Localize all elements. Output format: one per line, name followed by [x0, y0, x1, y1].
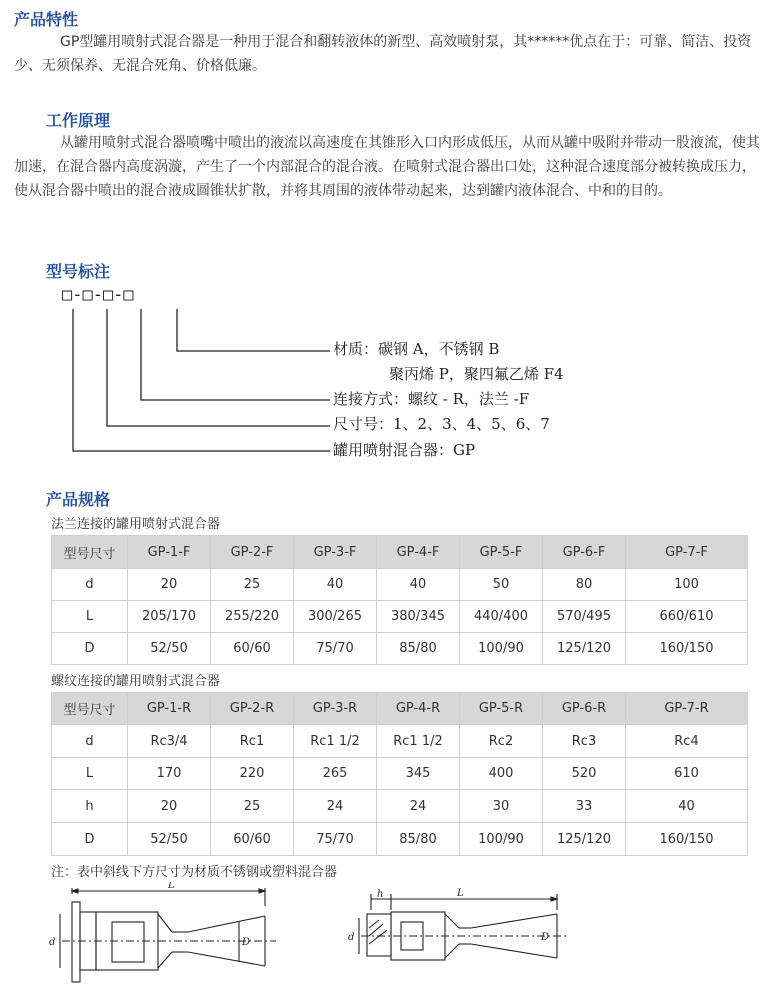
table-cell: 30: [460, 790, 543, 823]
table-row: [52, 725, 748, 758]
table-header-cell: GP-7-F: [626, 536, 748, 569]
table-header-cell: GP-2-F: [211, 536, 294, 569]
flange-caption: 法兰连接的罐用喷射式混合器: [51, 517, 221, 532]
table-cell: 20: [128, 569, 211, 601]
thread-h-label: h: [377, 889, 384, 900]
table-cell: 40: [377, 569, 460, 601]
specs-title: 产品规格: [46, 490, 111, 509]
table-cell: 610: [626, 758, 748, 790]
table-row: [52, 790, 748, 823]
table-header-cell: GP-1-F: [128, 536, 211, 569]
table-row: [52, 569, 748, 601]
features-title: 产品特性: [14, 10, 79, 29]
table-cell: 220: [211, 758, 294, 790]
table-cell: 52/50: [128, 633, 211, 665]
table-header-cell: GP-2-R: [211, 693, 294, 725]
table-header-cell: GP-6-F: [543, 536, 626, 569]
table-cell: 80: [543, 569, 626, 601]
model-label-material: 材质：碳钢 A，不锈钢 B: [333, 340, 500, 358]
table-header-cell: GP-5-F: [460, 536, 543, 569]
table-header-cell: GP-3-F: [294, 536, 377, 569]
table-header-row: [52, 693, 748, 725]
flange-spec-table: [51, 535, 748, 665]
model-code: □-□-□-□: [62, 285, 134, 305]
table-cell: 24: [377, 790, 460, 823]
thread-d-label: d: [348, 932, 355, 943]
table-row: [52, 601, 748, 633]
table-row: [52, 633, 748, 665]
table-cell: 570/495: [543, 601, 626, 633]
table-cell: d: [52, 569, 128, 601]
table-cell: 255/220: [211, 601, 294, 633]
table-header-cell: GP-4-F: [377, 536, 460, 569]
flange-mixer-drawing: [44, 882, 284, 988]
table-row: [52, 758, 748, 790]
spec-note: 注：表中斜线下方尺寸为材质不锈钢或塑料混合器: [51, 865, 338, 880]
table-header-cell: GP-4-R: [377, 693, 460, 725]
table-cell: 170: [128, 758, 211, 790]
features-body: GP型罐用喷射式混合器是一种用于混合和翻转液体的新型、高效喷射泵，其******优点在于：可靠、简洁、投资少、无须保养、无混合死角、价格低廉。: [14, 34, 752, 74]
model-code-diagram: [62, 283, 622, 468]
table-cell: L: [52, 758, 128, 790]
table-cell: Rc2: [460, 725, 543, 758]
table-cell: 40: [626, 790, 748, 823]
table-cell: Rc1 1/2: [294, 725, 377, 758]
model-label-plastic: 聚丙烯 P，聚四氟乙烯 F4: [389, 365, 564, 383]
table-cell: 125/120: [543, 633, 626, 665]
table-cell: 160/150: [626, 633, 748, 665]
table-header-cell: GP-7-R: [626, 693, 748, 725]
table-cell: 345: [377, 758, 460, 790]
table-cell: 300/265: [294, 601, 377, 633]
model-leader-lines: [73, 309, 330, 451]
table-cell: 20: [128, 790, 211, 823]
flange-D-label: D: [242, 937, 251, 948]
principle-title: 工作原理: [46, 111, 111, 130]
table-cell: Rc3/4: [128, 725, 211, 758]
table-cell: 440/400: [460, 601, 543, 633]
thread-caption: 螺纹连接的罐用喷射式混合器: [51, 674, 221, 689]
table-cell: 85/80: [377, 633, 460, 665]
table-header-cell: GP-5-R: [460, 693, 543, 725]
table-cell: d: [52, 725, 128, 758]
table-cell: 100/90: [460, 823, 543, 856]
table-cell: 40: [294, 569, 377, 601]
table-cell: 160/150: [626, 823, 748, 856]
table-cell: 660/610: [626, 601, 748, 633]
table-cell: D: [52, 823, 128, 856]
table-cell: L: [52, 601, 128, 633]
thread-D-label: D: [541, 932, 550, 943]
table-header-row: [52, 536, 748, 569]
flange-L-label: L: [168, 882, 175, 891]
model-label-connection: 连接方式：螺纹 - R，法兰 -F: [333, 390, 530, 408]
model-label-size: 尺寸号：1、2、3、4、5、6、7: [333, 415, 550, 433]
table-cell: 100/90: [460, 633, 543, 665]
model-title: 型号标注: [46, 262, 111, 281]
table-header-cell: 型号尺寸: [52, 536, 128, 569]
table-cell: 50: [460, 569, 543, 601]
table-cell: 520: [543, 758, 626, 790]
table-header-cell: GP-1-R: [128, 693, 211, 725]
table-header-cell: GP-6-R: [543, 693, 626, 725]
table-cell: 25: [211, 569, 294, 601]
thread-L-label: L: [457, 888, 464, 899]
table-cell: 75/70: [294, 633, 377, 665]
table-cell: 85/80: [377, 823, 460, 856]
table-cell: 25: [211, 790, 294, 823]
table-cell: h: [52, 790, 128, 823]
flange-d-label: d: [49, 937, 56, 948]
table-cell: 265: [294, 758, 377, 790]
table-cell: 125/120: [543, 823, 626, 856]
table-cell: 380/345: [377, 601, 460, 633]
features-text: [14, 30, 766, 78]
thread-mixer-drawing: [345, 888, 575, 984]
table-cell: 205/170: [128, 601, 211, 633]
table-cell: 33: [543, 790, 626, 823]
principle-text: [14, 131, 766, 203]
table-cell: Rc4: [626, 725, 748, 758]
table-header-cell: 型号尺寸: [52, 693, 128, 725]
model-label-type: 罐用喷射混合器：GP: [333, 441, 476, 459]
table-cell: 75/70: [294, 823, 377, 856]
table-cell: Rc3: [543, 725, 626, 758]
principle-body: 从罐用喷射式混合器喷嘴中喷出的液流以高速度在其锥形入口内形成低压，从而从罐中吸附并带动一股液流，使其加速，在混合器内高度涡漩，产生了一个内部混合的混合液。在喷射式混合器出口处，这种混合速度部分被转换成压力，使从混合器中喷出的混合液成圆锥状扩散，并将其周围的液体带动起来，达到罐内液体混合、中和的目的。: [14, 135, 760, 199]
table-row: [52, 823, 748, 856]
table-header-cell: GP-3-R: [294, 693, 377, 725]
table-cell: 400: [460, 758, 543, 790]
table-cell: 60/60: [211, 633, 294, 665]
table-cell: Rc1: [211, 725, 294, 758]
table-cell: D: [52, 633, 128, 665]
table-cell: 60/60: [211, 823, 294, 856]
table-cell: 100: [626, 569, 748, 601]
thread-spec-table: [51, 692, 748, 856]
table-cell: Rc1 1/2: [377, 725, 460, 758]
table-cell: 24: [294, 790, 377, 823]
table-cell: 52/50: [128, 823, 211, 856]
